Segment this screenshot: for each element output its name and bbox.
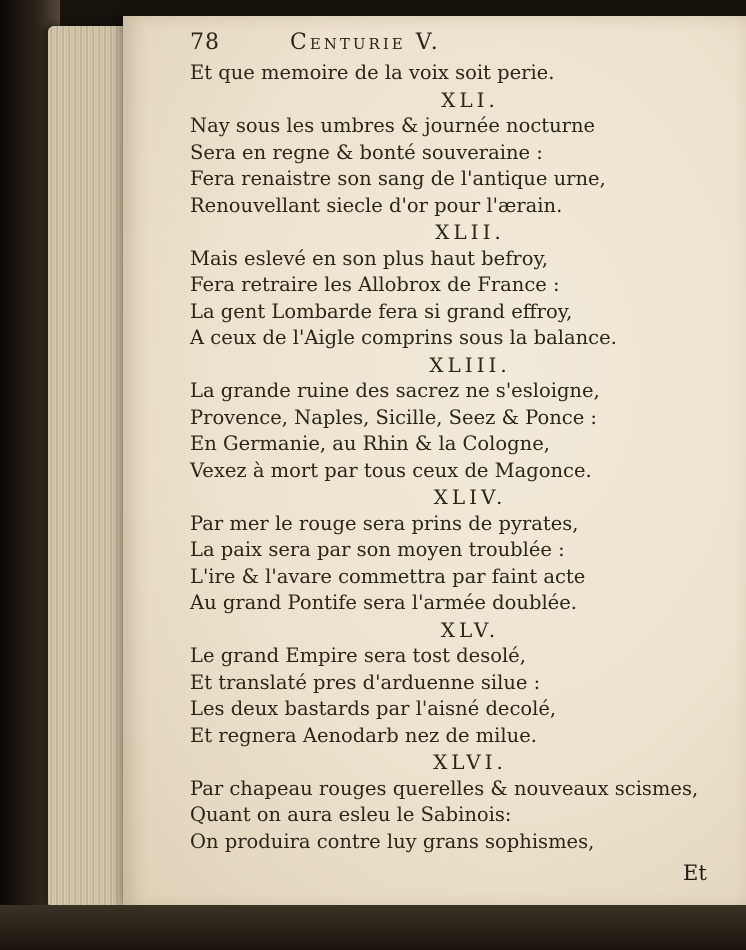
verse-line: La paix sera par son moyen troublée : <box>190 538 565 561</box>
verse-line: En Germanie, au Rhin & la Cologne, <box>190 432 550 455</box>
running-title: Centurie V. <box>290 30 441 55</box>
verse-line: Et regnera Aenodarb nez de milue. <box>190 723 537 747</box>
verse-line: Fera retraire les Allobrox de France : <box>190 273 560 296</box>
verse-line: Par mer le rouge sera prins de pyrates, <box>190 511 579 535</box>
verse-line: Les deux bastards par l'aisné decolé, <box>190 697 557 720</box>
quatrain-number: XLIV. <box>433 485 507 509</box>
verse-line: Au grand Pontife sera l'armée doublée. <box>190 591 577 614</box>
verse-line: Mais eslevé en son plus haut befroy, <box>190 246 549 270</box>
book-page <box>123 16 746 908</box>
quatrain-number: XLIII. <box>429 352 511 377</box>
verse-line: Vexez à mort par tous ceux de Magonce. <box>190 458 592 482</box>
verse-line: On produira contre luy grans sophismes, <box>190 829 595 853</box>
verse-line: Par chapeau rouges querelles & nouveaux scismes, <box>190 776 699 800</box>
page-edge-shading <box>733 16 746 908</box>
verse-line: Sera en regne & bonté souveraine : <box>190 140 543 164</box>
verse-line: Et translaté pres d'arduenne silue : <box>190 670 541 694</box>
text-block <box>190 30 710 855</box>
verse-line: Et que memoire de la voix soit perie. <box>190 61 555 84</box>
quatrain-text <box>190 60 710 855</box>
verse-line: La gent Lombarde fera si grand effroy, <box>190 299 573 323</box>
page-number: 78 <box>190 30 220 55</box>
verse-line: Renouvellant siecle d'or pour l'ærain. <box>190 193 563 217</box>
verse-line: A ceux de l'Aigle comprins sous la balance. <box>190 326 617 349</box>
quatrain-number: XLVI. <box>433 750 507 774</box>
catchword: Et <box>683 861 707 885</box>
verse-line: La grande ruine des sacrez ne s'esloigne, <box>190 379 600 402</box>
quatrain-number: XLV. <box>440 617 500 642</box>
verse-line: L'ire & l'avare commettra par faint acte <box>190 564 586 588</box>
page-header <box>190 30 710 60</box>
verse-line: Fera renaistre son sang de l'antique urne, <box>190 167 606 190</box>
verse-line: Provence, Naples, Sicille, Seez & Ponce : <box>190 405 597 429</box>
quatrain-number: XLII. <box>435 220 505 244</box>
verse-line: Le grand Empire sera tost desolé, <box>190 644 526 667</box>
verse-line: Quant on aura esleu le Sabinois: <box>190 803 512 826</box>
verse-line: Nay sous les umbres & journée nocturne <box>190 114 596 137</box>
book-bottom-edge <box>0 905 746 950</box>
quatrain-number: XLI. <box>441 87 499 112</box>
